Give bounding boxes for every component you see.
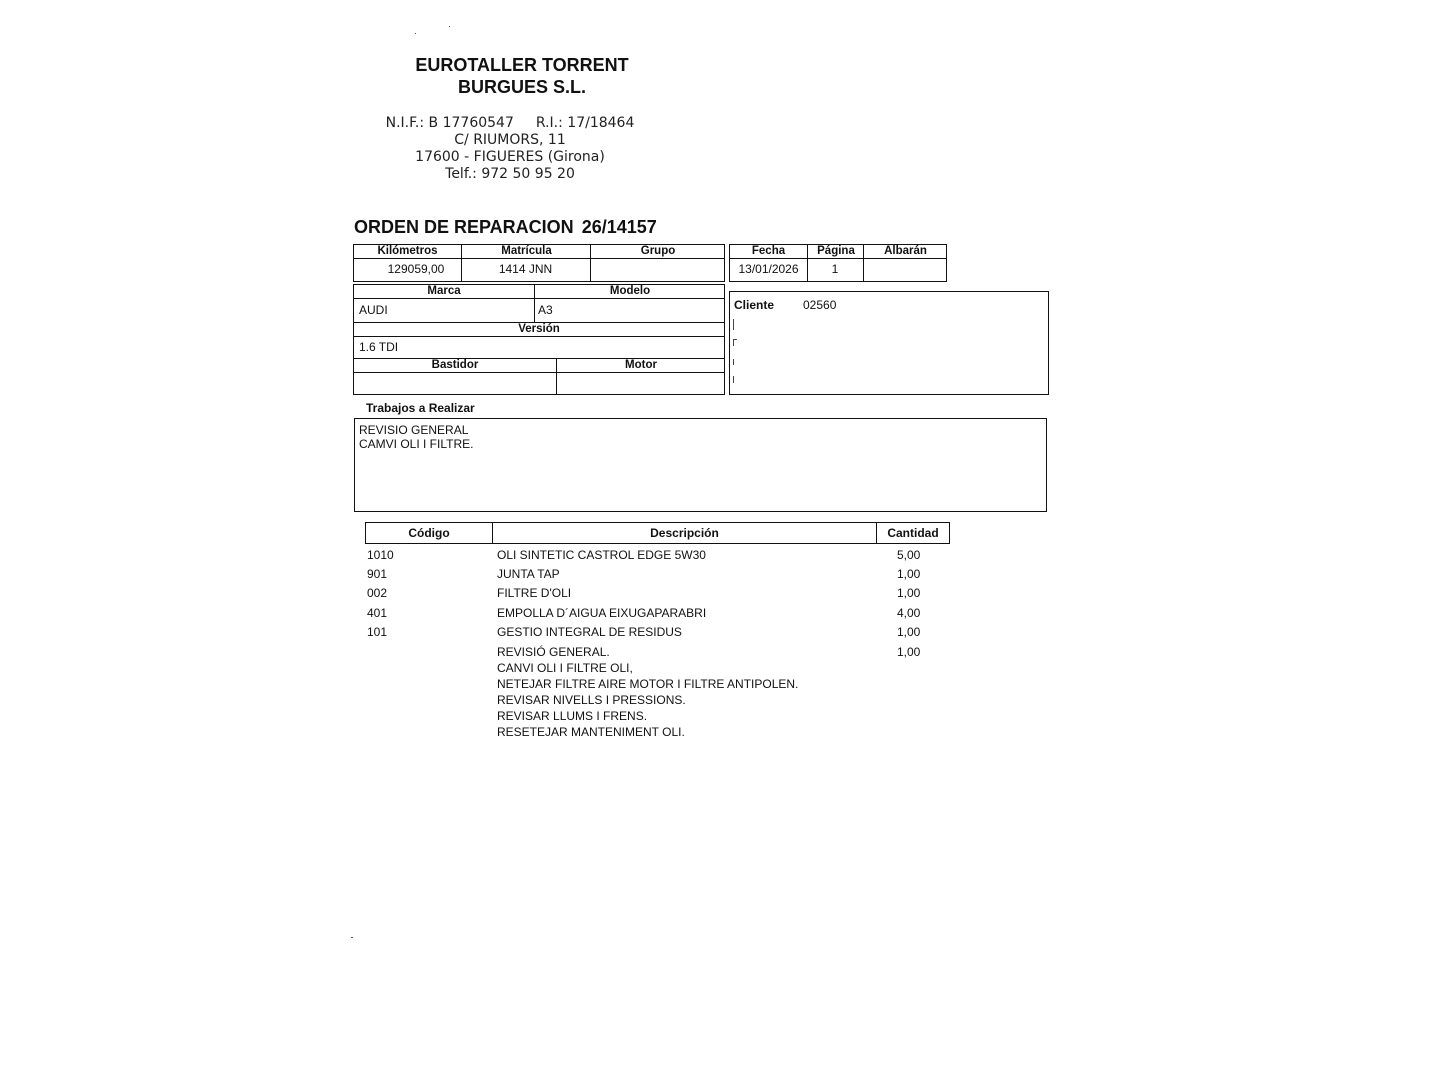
item-description: GESTIO INTEGRAL DE RESIDUS [497, 625, 682, 639]
item-description-extra: CANVI OLI I FILTRE OLI, [497, 661, 633, 675]
quantity-column-header: Cantidad [887, 526, 939, 540]
redaction-mark [733, 359, 734, 365]
item-quantity: 4,00 [897, 606, 921, 620]
item-quantity: 1,00 [897, 645, 921, 659]
works-label: Trabajos a Realizar [366, 401, 475, 415]
redaction-mark [733, 376, 734, 383]
km-header: Kilómetros [354, 245, 461, 259]
company-name-line1: EUROTALLER TORRENT [415, 55, 629, 75]
page-header: Página [807, 245, 864, 259]
order-title [354, 217, 657, 238]
company-street: C/ RIUMORS, 11 [454, 132, 566, 148]
date-header: Fecha [730, 245, 807, 259]
item-description: EMPOLLA D´AIGUA EIXUGAPARABRI [497, 606, 707, 620]
item-description: JUNTA TAP [497, 567, 560, 581]
item-quantity: 1,00 [897, 625, 921, 639]
divider [534, 299, 535, 322]
divider [590, 259, 591, 281]
item-quantity: 1,00 [897, 567, 921, 581]
item-code: 002 [367, 586, 388, 600]
table-row [367, 645, 967, 664]
item-code: 101 [367, 625, 388, 639]
vehicle-details-box [353, 284, 725, 395]
client-code: 02560 [803, 298, 837, 312]
divider [863, 259, 864, 281]
company-city: 17600 - FIGUERES (Girona) [415, 149, 605, 165]
delivery-header: Albarán [863, 245, 947, 259]
company-ri: R.I.: 17/18464 [535, 115, 635, 131]
company-name-line2: BURGUES S.L. [457, 77, 586, 97]
version-value: 1.6 TDI [359, 340, 399, 354]
scan-speck [415, 33, 416, 34]
item-description-extra: RESETEJAR MANTENIMENT OLI. [497, 725, 685, 739]
item-code: 401 [367, 606, 388, 620]
item-description-extra: REVISAR NIVELLS I PRESSIONS. [497, 693, 686, 707]
vehicle-id-box [353, 244, 725, 282]
item-description-extra: REVISAR LLUMS I FRENS. [497, 709, 648, 723]
item-quantity: 1,00 [897, 586, 921, 600]
table-row [367, 548, 967, 567]
redaction-mark [733, 339, 737, 346]
works-line: CAMVI OLI I FILTRE. [359, 437, 474, 451]
item-quantity: 5,00 [897, 548, 921, 562]
company-ids [370, 115, 650, 132]
scan-speck [449, 26, 450, 27]
engine-header: Motor [556, 358, 725, 373]
company-address [370, 115, 650, 183]
client-box [729, 291, 1049, 395]
item-description: REVISIÓ GENERAL. [497, 645, 610, 659]
redaction-mark [733, 319, 734, 330]
table-row [367, 625, 967, 644]
order-meta-box [729, 244, 947, 282]
version-header: Versión [354, 322, 724, 337]
km-value: 129059,00 [387, 262, 445, 276]
brand-value: AUDI [359, 303, 388, 317]
brand-header: Marca [354, 285, 534, 299]
item-code: 1010 [367, 548, 394, 562]
company-name [372, 54, 672, 98]
date-value: 13/01/2026 [738, 262, 799, 276]
scan-speck [351, 937, 353, 938]
group-header: Grupo [590, 245, 725, 259]
table-row [367, 567, 967, 586]
description-column-header: Descripción [650, 526, 719, 540]
order-title-label: ORDEN DE REPARACION [354, 217, 574, 237]
works-line: REVISIO GENERAL [359, 423, 469, 437]
model-header: Modelo [534, 285, 725, 299]
item-description: FILTRE D'OLI [497, 586, 572, 600]
table-row [367, 606, 967, 625]
item-description-extra: NETEJAR FILTRE AIRE MOTOR I FILTRE ANTIPOLEN. [497, 677, 799, 691]
item-description: OLI SINTETIC CASTROL EDGE 5W30 [497, 548, 706, 562]
order-number: 26/14157 [581, 217, 657, 237]
model-value: A3 [538, 303, 553, 317]
plate-header: Matrícula [461, 245, 591, 259]
works-box [354, 418, 1047, 512]
table-row [367, 586, 967, 605]
client-label: Cliente [734, 298, 775, 312]
item-code: 901 [367, 567, 388, 581]
code-column-header: Código [408, 526, 450, 540]
company-phone: Telf.: 972 50 95 20 [445, 166, 575, 182]
plate-value: 1414 JNN [498, 262, 553, 276]
chassis-header: Bastidor [354, 358, 556, 373]
page-value: 1 [831, 262, 839, 276]
divider [556, 372, 557, 394]
items-table-header [365, 522, 950, 544]
items-table [367, 548, 967, 748]
company-nif: N.I.F.: B 17760547 [385, 115, 514, 131]
